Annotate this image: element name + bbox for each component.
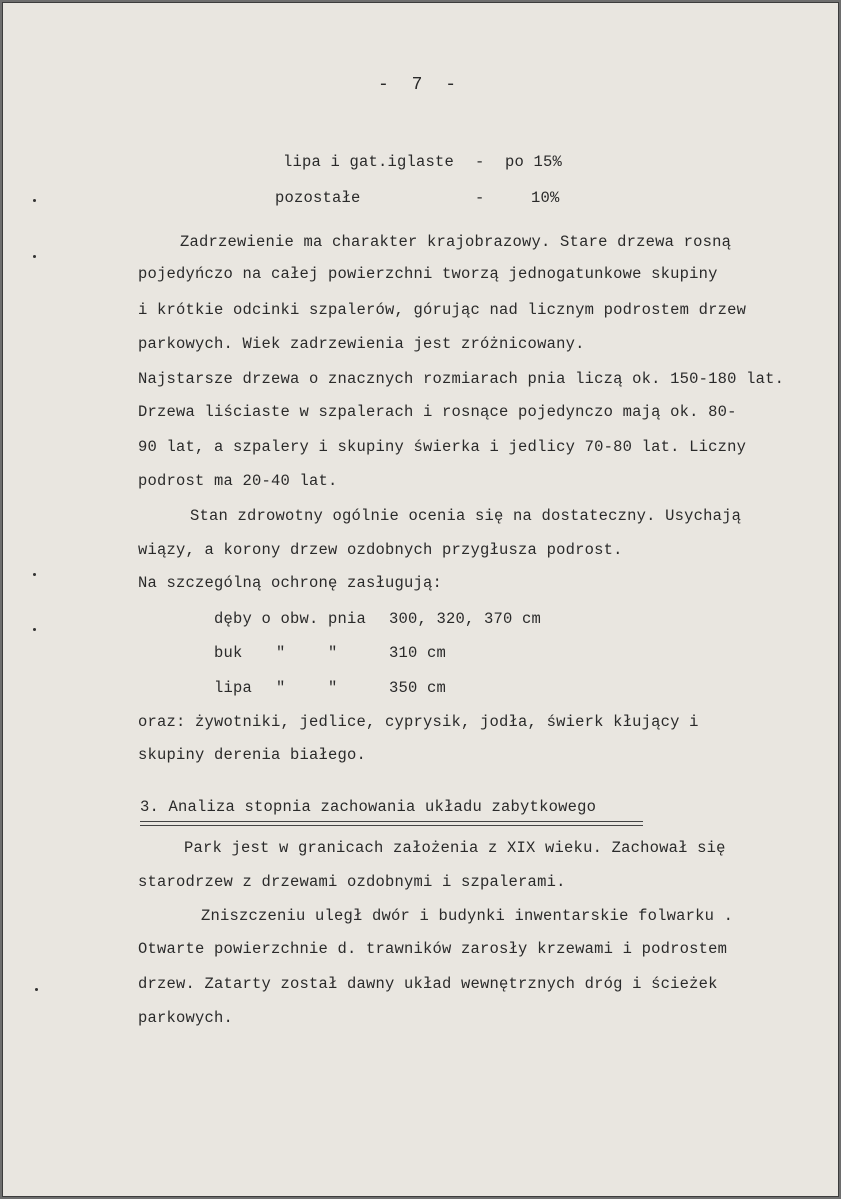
- ditto-mark: ": [276, 679, 286, 697]
- species-dash: -: [475, 189, 485, 207]
- scan-speck: [33, 628, 36, 631]
- paragraph-line: Zniszczeniu uległ dwór i budynki inwentarskie folwarku .: [201, 907, 734, 925]
- species-dash: -: [475, 153, 485, 171]
- paragraph-line: Park jest w granicach założenia z XIX wieku. Zachował się: [184, 839, 726, 857]
- species-name: lipa i gat.iglaste: [283, 153, 455, 171]
- tree-size: 350 cm: [389, 679, 447, 697]
- section-heading: 3. Analiza stopnia zachowania układu zabytkowego: [140, 798, 597, 816]
- species-value: po 15%: [505, 153, 563, 171]
- species-name: pozostałe: [275, 189, 361, 207]
- tree-name: buk: [214, 644, 243, 662]
- scan-speck: [33, 199, 36, 202]
- paragraph-line: Otwarte powierzchnie d. trawników zarosły krzewami i podrostem: [138, 940, 728, 958]
- paragraph-line: Zadrzewienie ma charakter krajobrazowy. Stare drzewa rosną: [180, 233, 732, 251]
- ditto-mark: ": [328, 644, 338, 662]
- paragraph-line: podrost ma 20-40 lat.: [138, 472, 338, 490]
- ditto-mark: ": [276, 644, 286, 662]
- document-page: [2, 2, 839, 1197]
- paragraph-line: oraz: żywotniki, jedlice, cyprysik, jodła, świerk kłujący i: [138, 713, 699, 731]
- paragraph-line: parkowych.: [138, 1009, 234, 1027]
- ditto-mark: ": [328, 679, 338, 697]
- paragraph-line: starodrzew z drzewami ozdobnymi i szpalerami.: [138, 873, 566, 891]
- paragraph-line: Najstarsze drzewa o znacznych rozmiarach pnia liczą ok. 150-180 lat.: [138, 370, 785, 388]
- tree-name: dęby o obw. pnia: [214, 610, 367, 628]
- paragraph-line: pojedyńczo na całej powierzchni tworzą jednogatunkowe skupiny: [138, 265, 718, 283]
- paragraph-line: Drzewa liściaste w szpalerach i rosnące pojedynczo mają ok. 80-: [138, 403, 737, 421]
- paragraph-line: drzew. Zatarty został dawny układ wewnętrznych dróg i ścieżek: [138, 975, 718, 993]
- species-value: 10%: [531, 189, 560, 207]
- heading-underline: [140, 821, 643, 826]
- paragraph-line: i krótkie odcinki szpalerów, górując nad licznym podrostem drzew: [138, 301, 747, 319]
- scan-speck: [33, 255, 36, 258]
- paragraph-line: Stan zdrowotny ogólnie ocenia się na dostateczny. Usychają: [190, 507, 742, 525]
- tree-size: 310 cm: [389, 644, 447, 662]
- paragraph-line: Na szczególną ochronę zasługują:: [138, 574, 443, 592]
- scan-speck: [35, 988, 38, 991]
- tree-name: lipa: [214, 679, 253, 697]
- page-number: - 7 -: [378, 75, 463, 95]
- paragraph-line: wiązy, a korony drzew ozdobnych przygłusza podrost.: [138, 541, 623, 559]
- paragraph-line: parkowych. Wiek zadrzewienia jest zróżnicowany.: [138, 335, 585, 353]
- paragraph-line: 90 lat, a szpalery i skupiny świerka i jedlicy 70-80 lat. Liczny: [138, 438, 747, 456]
- paragraph-line: skupiny derenia białego.: [138, 746, 367, 764]
- tree-size: 300, 320, 370 cm: [389, 610, 542, 628]
- scan-speck: [33, 573, 36, 576]
